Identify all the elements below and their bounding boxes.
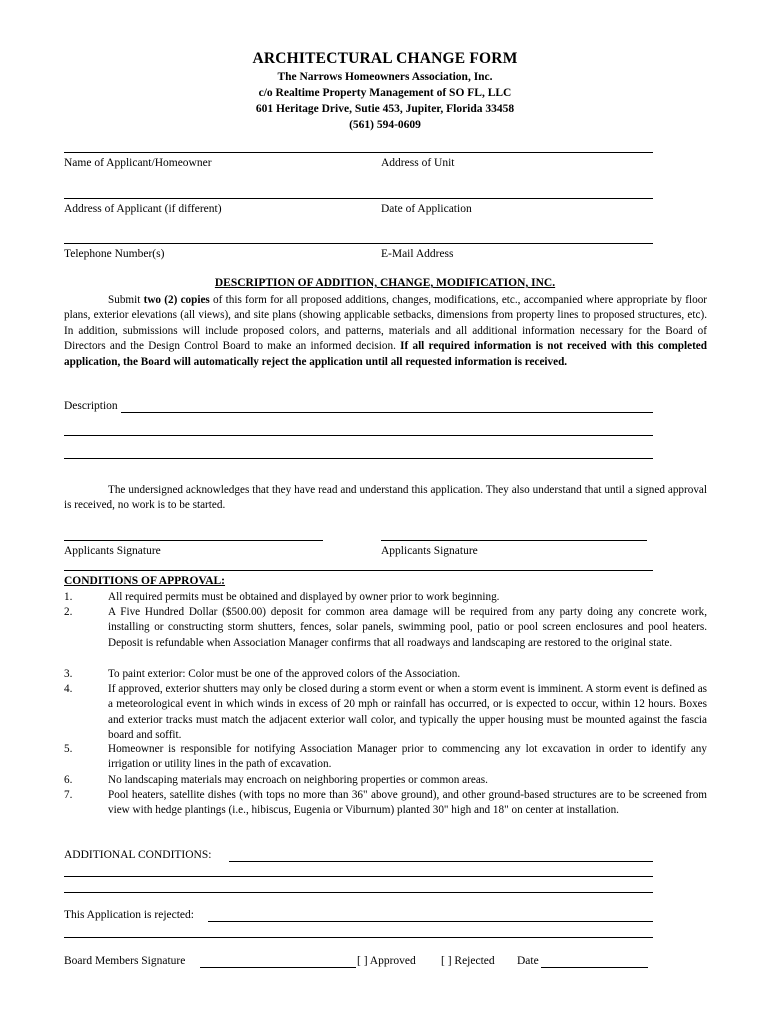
address-unit-label: Address of Unit xyxy=(381,157,455,169)
rejected-reason-line-2[interactable] xyxy=(64,937,653,938)
description-line-3[interactable] xyxy=(64,458,653,459)
applicant-signature-label-1: Applicants Signature xyxy=(64,545,161,557)
condition-text: To paint exterior: Color must be one of the approved colors of the Association. xyxy=(108,668,461,680)
condition-number: 2. xyxy=(64,606,73,618)
board-signature-line[interactable] xyxy=(200,967,356,968)
date-application-label: Date of Application xyxy=(381,203,472,215)
condition-text: Pool heaters, satellite dishes (with tops no more than 36" above ground), and other ground-based structures are to be screened from view with hedge plantings (i.e., hibiscus, Eugenia or Viburnum) planted 30" high and 18" on center at installation. xyxy=(108,789,707,817)
rejected-label: This Application is rejected: xyxy=(64,909,194,921)
board-signature-label: Board Members Signature xyxy=(64,955,186,967)
association-phone: (561) 594-0609 xyxy=(349,119,421,131)
email-label: E-Mail Address xyxy=(381,248,454,260)
rejected-checkbox[interactable]: [ ] Rejected xyxy=(441,955,495,967)
additional-conditions-line-3[interactable] xyxy=(64,892,653,893)
description-label: Description xyxy=(64,400,118,412)
date-label: Date xyxy=(517,955,539,967)
phone-email-field-line[interactable] xyxy=(64,243,653,244)
rejected-reason-line-1[interactable] xyxy=(208,921,653,922)
telephone-label: Telephone Number(s) xyxy=(64,248,165,260)
condition-text: If approved, exterior shutters may only be closed during a storm event or when a storm event is imminent. A storm event is defined as a meteorological event in which winds in excess of 20 mph or rainfall has occurred, or is expected to occur, within 12 hours. Boxes and exterior tracks must match the adjacent exterior wall color, and typically the upper housing must be mounted against the fascia board and soffit. xyxy=(108,683,708,742)
association-name: The Narrows Homeowners Association, Inc. xyxy=(277,71,493,83)
condition-number: 5. xyxy=(64,743,73,755)
association-address: 601 Heritage Drive, Sutie 453, Jupiter, Florida 33458 xyxy=(255,103,515,115)
acknowledgement-text: The undersigned acknowledges that they have read and understand this application. They also understand that until a signed approval is received, no work is to be started. xyxy=(64,484,707,512)
condition-text: A Five Hundred Dollar ($500.00) deposit for common area damage will be required from any party doing any concrete work, installing or constructing storm shutters, fences, solar panels, swimming pool, patio or pool screen enclosures and pool heaters. Deposit is refundable when Association Manager confirms that all roadways and landscaping are restored to the original state. xyxy=(108,606,707,649)
additional-conditions-line-1[interactable] xyxy=(229,861,653,862)
description-line-2[interactable] xyxy=(64,435,653,436)
description-heading: DESCRIPTION OF ADDITION, CHANGE, MODIFICATION, INC. xyxy=(214,277,556,289)
applicant-signature-line-2[interactable] xyxy=(381,540,647,541)
name-address-field-line[interactable] xyxy=(64,152,653,153)
condition-number: 3. xyxy=(64,668,73,680)
form-title: ARCHITECTURAL CHANGE FORM xyxy=(252,50,518,67)
description-line-1[interactable] xyxy=(121,412,653,413)
date-line[interactable] xyxy=(541,967,648,968)
additional-conditions-line-2[interactable] xyxy=(64,876,653,877)
condition-number: 7. xyxy=(64,789,73,801)
condition-text: No landscaping materials may encroach on neighboring properties or common areas. xyxy=(108,774,488,786)
condition-text: Homeowner is responsible for notifying Association Manager prior to commencing any lot excavation in order to identify any irrigation or utility lines in the path of excavation. xyxy=(108,743,707,771)
condition-number: 1. xyxy=(64,591,73,603)
address-applicant-label: Address of Applicant (if different) xyxy=(64,203,222,215)
approved-checkbox[interactable]: [ ] Approved xyxy=(357,955,416,967)
address-date-field-line[interactable] xyxy=(64,198,653,199)
applicant-signature-line-1[interactable] xyxy=(64,540,323,541)
conditions-heading: CONDITIONS OF APPROVAL: xyxy=(64,575,226,587)
section-divider xyxy=(64,570,653,571)
name-applicant-label: Name of Applicant/Homeowner xyxy=(64,157,212,169)
condition-number: 6. xyxy=(64,774,73,786)
submission-paragraph: Submit two (2) copies of this form for all proposed additions, changes, modifications, etc., accompanied where appropriate by floor plans, exterior elevations (all views), and site plans (showing applicable setbacks, dimensions from property lines to proposed structures, etc). In addition, submissions will include proposed colors, and patterns, materials and all additional information necessary for the Board of Directors and the Design Control Board to make an informed decision. If all required information is not received with this completed application, the Board will automatically reject the application until all requested information is received. xyxy=(64,294,708,368)
condition-text: All required permits must be obtained and displayed by owner prior to work beginning. xyxy=(108,591,500,603)
additional-conditions-label: ADDITIONAL CONDITIONS: xyxy=(64,849,212,861)
applicant-signature-label-2: Applicants Signature xyxy=(381,545,478,557)
care-of-line: c/o Realtime Property Management of SO FL, LLC xyxy=(258,87,512,99)
condition-number: 4. xyxy=(64,683,73,695)
